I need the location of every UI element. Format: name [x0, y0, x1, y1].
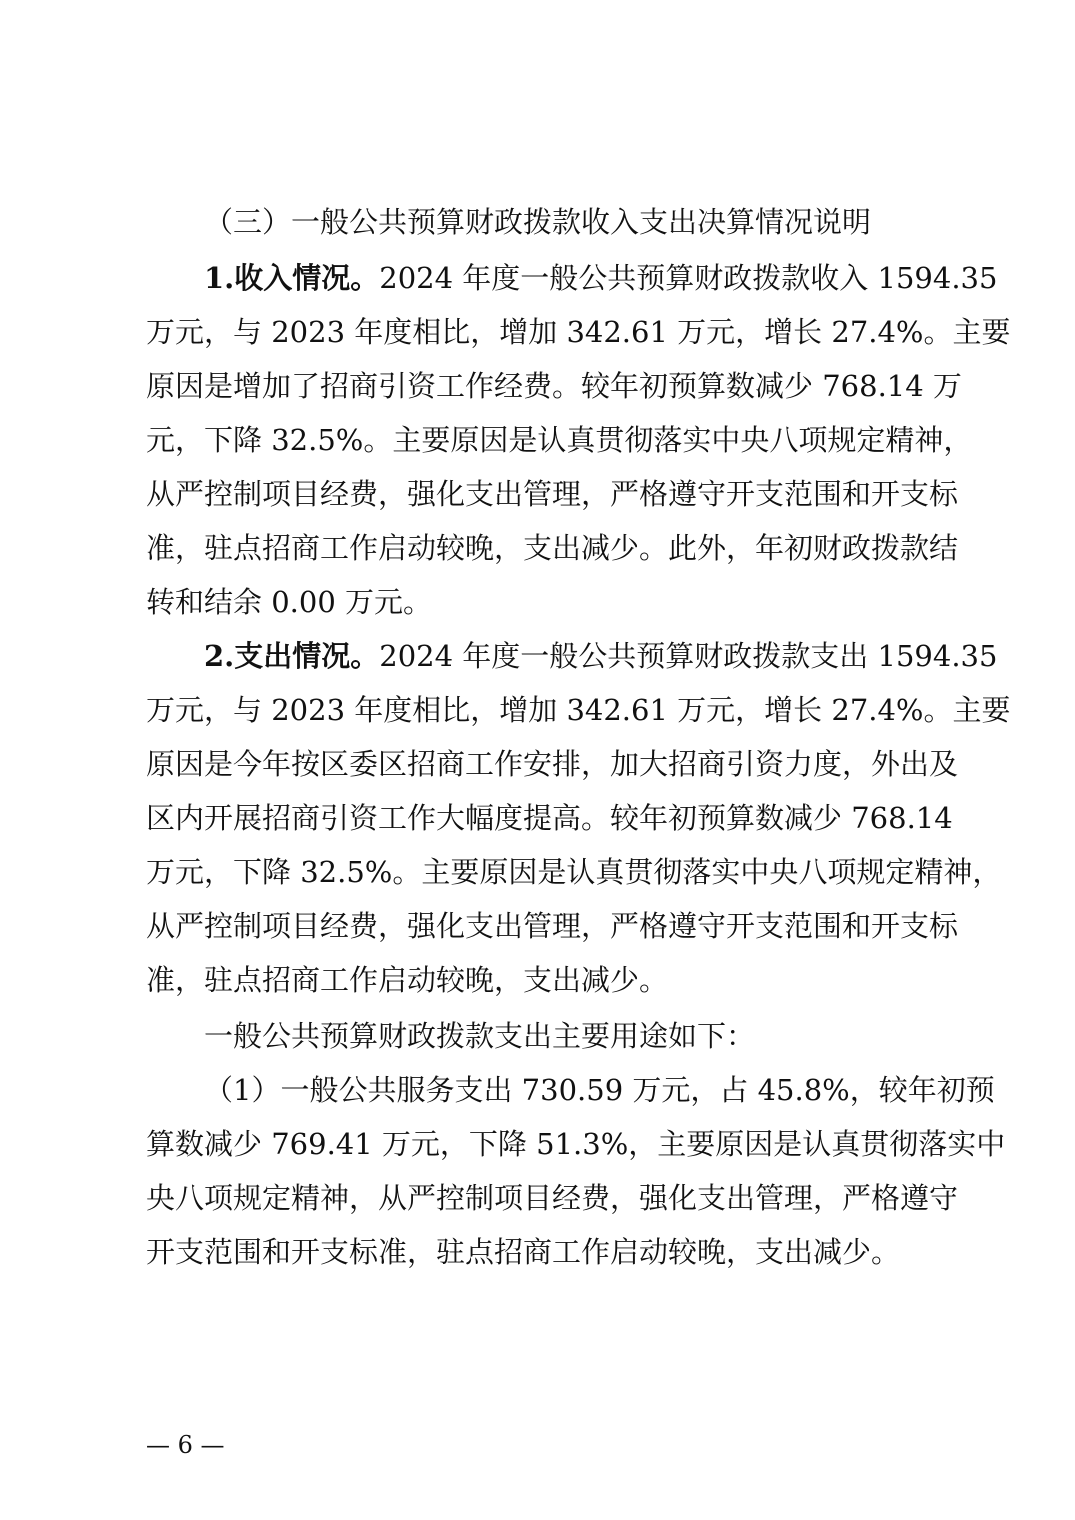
expense-line-5: 从严控制项目经费，强化支出管理，严格遵守开支范围和开支标: [146, 909, 959, 943]
item1-line-1: 算数减少 769.41 万元，下降 51.3%，主要原因是认真贯彻落实中: [146, 1127, 1006, 1161]
income-paragraph-line: [204, 258, 998, 298]
page-number: — 6 —: [146, 1431, 225, 1459]
section-heading: （三）一般公共预算财政拨款收入支出决算情况说明: [204, 205, 872, 239]
expense-line-2: 原因是今年按区委区招商工作安排，加大招商引资力度，外出及: [146, 747, 959, 781]
expense-line-1: 万元，与 2023 年度相比，增加 342.61 万元，增长 27.4%。主要: [146, 693, 1011, 727]
income-line-2: 原因是增加了招商引资工作经费。较年初预算数减少 768.14 万: [146, 369, 962, 403]
income-line-4: 从严控制项目经费，强化支出管理，严格遵守开支范围和开支标: [146, 477, 959, 511]
expense-label: 2.支出情况。: [204, 639, 380, 673]
expense-line-0: 2024 年度一般公共预算财政拨款支出 1594.35: [379, 639, 998, 673]
income-line-6: 转和结余 0.00 万元。: [146, 585, 433, 619]
income-line-3: 元，下降 32.5%。主要原因是认真贯彻落实中央八项规定精神，: [146, 423, 973, 457]
expense-paragraph-line: [204, 636, 998, 676]
item1-line-3: 开支范围和开支标准，驻点招商工作启动较晚，支出减少。: [146, 1235, 901, 1269]
expense-line-4: 万元，下降 32.5%。主要原因是认真贯彻落实中央八项规定精神，: [146, 855, 1002, 889]
income-line-1: 万元，与 2023 年度相比，增加 342.61 万元，增长 27.4%。主要: [146, 315, 1011, 349]
income-line-0: 2024 年度一般公共预算财政拨款收入 1594.35: [379, 261, 998, 295]
income-label: 1.收入情况。: [204, 261, 380, 295]
item1-line-0: （1）一般公共服务支出 730.59 万元，占 45.8%，较年初预: [204, 1073, 995, 1107]
expense-line-6: 准，驻点招商工作启动较晚，支出减少。: [146, 963, 669, 997]
uses-intro: 一般公共预算财政拨款支出主要用途如下：: [204, 1019, 756, 1053]
income-line-5: 准，驻点招商工作启动较晚，支出减少。此外，年初财政拨款结: [146, 531, 959, 565]
item1-line-2: 央八项规定精神，从严控制项目经费，强化支出管理，严格遵守: [146, 1181, 959, 1215]
expense-line-3: 区内开展招商引资工作大幅度提高。较年初预算数减少 768.14: [146, 801, 953, 835]
